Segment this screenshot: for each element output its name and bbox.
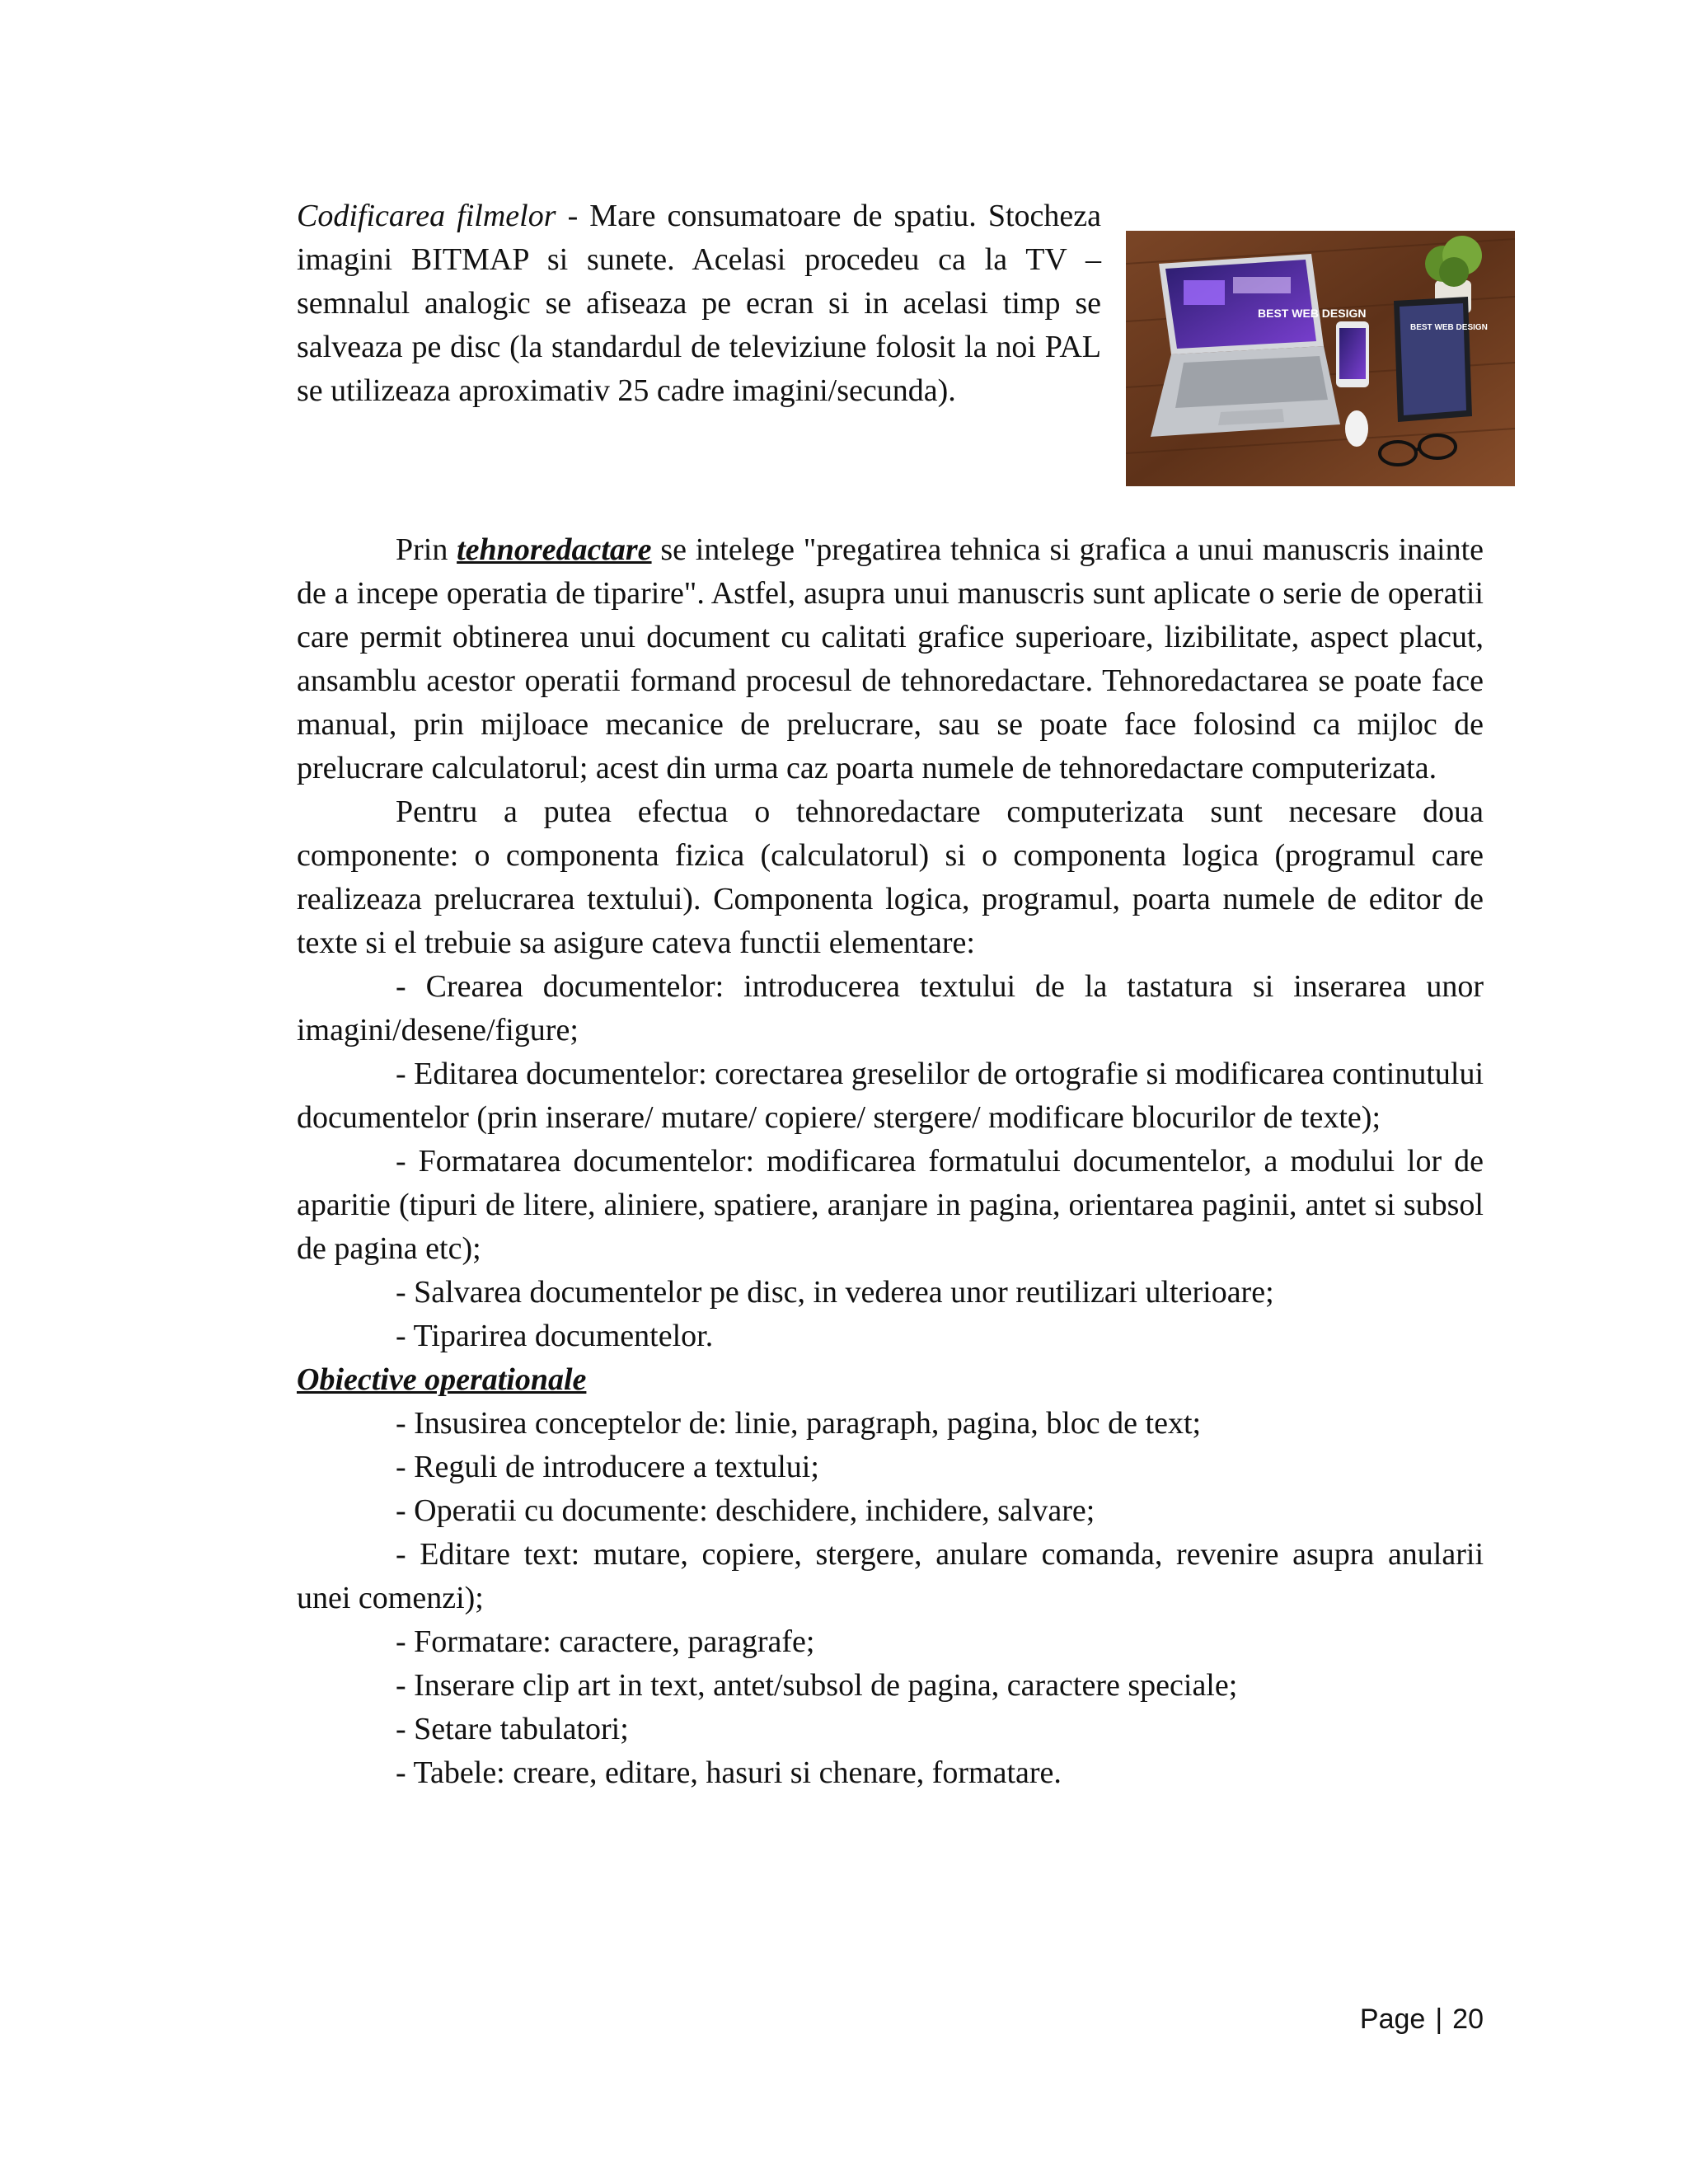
intro-text: - Mare consumatoare de spatiu. Stocheza imagini BITMAP si sunete. Acelasi procedeu ca la TV – semnalul analogic se afiseaza pe ecran si in acelasi timp se salveaza pe disc (la standardul de televiziune folosit la noi PAL se utilizeaza aproximativ 25 cadre imagini/secunda).: [297, 199, 1101, 408]
objective-item: - Inserare clip art in text, antet/subsol de pagina, caractere speciale;: [396, 1668, 1238, 1703]
objective-item: - Operatii cu documente: deschidere, inchidere, salvare;: [396, 1493, 1095, 1528]
objective-item: - Insusirea conceptelor de: linie, paragraph, pagina, bloc de text;: [396, 1406, 1202, 1441]
p1-text: se intelege "pregatirea tehnica si grafica a unui manuscris inainte de a incepe operatia de tiparire". Astfel, asupra unui manuscris sunt aplicate o serie de operatii care permit obtinerea unui document cu calitati grafice superioare, lizibilitate, aspect placut, ansamblu acestor operatii formand procesul de tehnoredactare. Tehnoredactarea se poate face manual, prin mijloace mecanice de prelucrare, sau se poate face folosind ca mijloc de prelucrare calculatorul; acest din urma caz poarta numele de tehnoredactare computerizata.: [297, 532, 1484, 785]
paragraph-components: Pentru a putea efectua o tehnoredactare computerizata sunt necesare doua componente: o componenta fizica (calculatorul) si o componenta logica (programul care realizeaza prelucrarea textului). Componenta logica, programul, poarta numele de editor de texte si el trebuie sa asigure cateva functii elementare:: [297, 794, 1484, 960]
term-tehnoredactare: tehnoredactare: [457, 532, 652, 567]
page-separator: |: [1435, 2004, 1443, 2035]
devices-illustration: [1126, 231, 1515, 486]
laptop-screen-text: BEST WEB DESIGN: [1258, 307, 1367, 320]
function-item: - Crearea documentelor: introducerea textului de la tastatura si inserarea unor imagini/desene/figure;: [297, 969, 1484, 1047]
function-item: - Salvarea documentelor pe disc, in vederea unor reutilizari ulterioare;: [396, 1275, 1274, 1310]
page-number: 20: [1452, 2004, 1484, 2035]
intro-paragraph: [297, 194, 1101, 413]
main-content: [297, 528, 1484, 1795]
devices-photo: [1126, 231, 1515, 486]
function-item: - Formatarea documentelor: modificarea formatului documentelor, a modului lor de aparitie (tipuri de litere, aliniere, spatiere, aranjare in pagina, orientarea paginii, antet si subsol de pagina etc);: [297, 1144, 1484, 1266]
objective-item: - Formatare: caractere, paragrafe;: [396, 1624, 815, 1659]
intro-term: Codificarea filmelor: [297, 199, 556, 233]
page-label: Page: [1359, 2004, 1426, 2035]
p1-prefix: Prin: [396, 532, 457, 567]
objective-item: - Reguli de introducere a textului;: [396, 1450, 819, 1484]
function-item: - Tiparirea documentelor.: [396, 1319, 714, 1353]
function-item: - Editarea documentelor: corectarea greselilor de ortografie si modificarea continutului documentelor (prin inserare/ mutare/ copiere/ stergere/ modificare blocurilor de texte);: [297, 1057, 1484, 1135]
objective-item: - Setare tabulatori;: [396, 1712, 629, 1746]
objectives-heading: Obiective operationale: [297, 1362, 587, 1397]
objectives-section: [297, 1358, 1484, 1795]
phone-icon: [1336, 321, 1369, 387]
objective-item: - Tabele: creare, editare, hasuri si chenare, formatare.: [396, 1755, 1062, 1790]
mouse-icon: [1345, 410, 1368, 447]
tablet-screen-text: BEST WEB DESIGN: [1410, 323, 1488, 332]
page-footer: [1360, 2001, 1484, 2037]
paragraph-tehnoredactare: [297, 528, 1484, 790]
objective-item: - Editare text: mutare, copiere, stergere, anulare comanda, revenire asupra anularii unei comenzi);: [297, 1537, 1484, 1615]
